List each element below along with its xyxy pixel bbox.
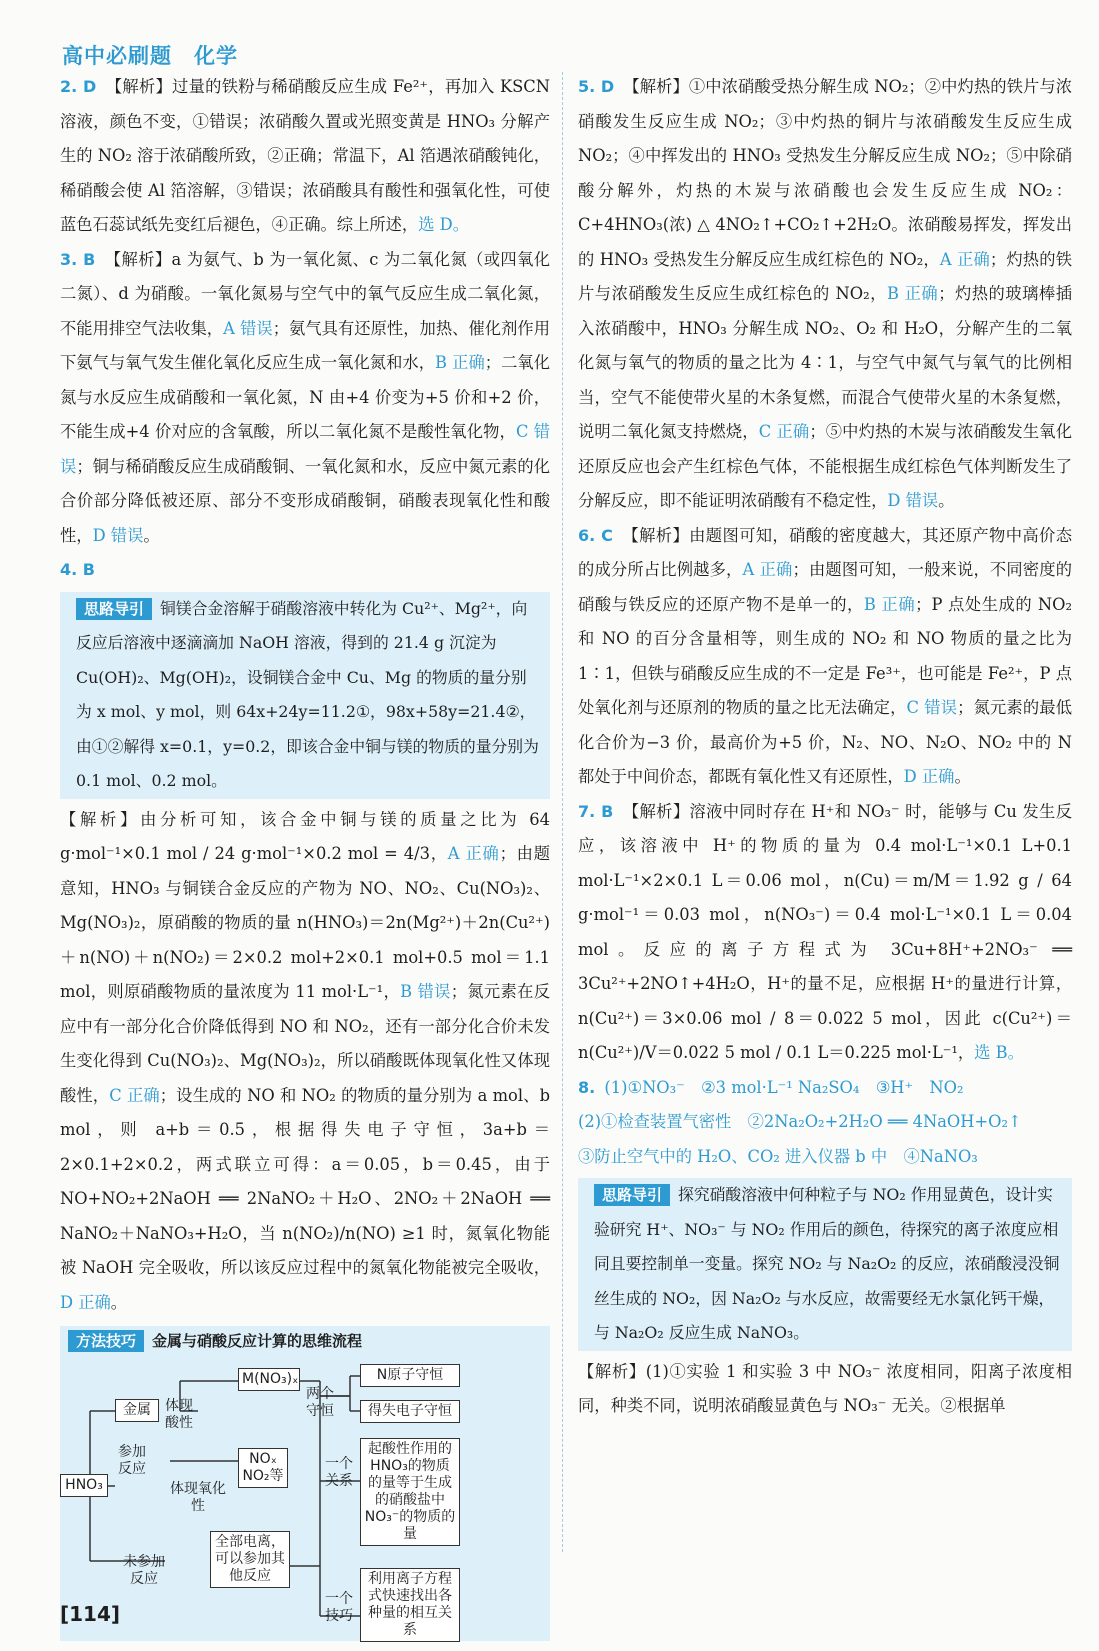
answer-text: ；灼热的铁片与浓硝酸发生反应生成红棕色的 NO₂， — [578, 249, 1072, 303]
verdict: C 正确 — [758, 422, 810, 441]
answer-text: 。 — [110, 1292, 128, 1312]
guide-box — [578, 1178, 1072, 1351]
answer-text: 。 — [938, 491, 955, 510]
question-number: 7. B — [578, 801, 614, 821]
guide-tag: 思路导引 — [594, 1184, 670, 1206]
question-number: 4. B — [60, 560, 95, 579]
answer-text: ；氮元素在反应中有一部分化合价降低得到 NO 和 NO₂，还有一部分化合价未发生变化得到 Cu(NO₃)₂、Mg(NO₃)₂，所以硝酸既体现氧化性又体现酸性， — [60, 982, 550, 1105]
analysis-q8: 【解析】(1)①实验 1 和实验 3 中 NO₃⁻ 浓度相同，阳离子浓度相同，种类不同，说明浓硝酸显黄色与 NO₃⁻ 无关。②根据单 — [578, 1361, 1072, 1415]
node-metal: 金属 — [115, 1399, 159, 1422]
verdict: D 错误 — [92, 525, 144, 545]
label-one-rel: 一个关系 — [325, 1456, 353, 1489]
question-number: 8. — [578, 1077, 596, 1097]
guide-text: 铜镁合金溶解于硝酸溶液中转化为 Cu²⁺、Mg²⁺，向反应后溶液中逐滴滴加 NaOH 溶液，得到的 21.4 g 沉淀为 Cu(OH)₂、Mg(OH)₂，设铜镁合金中 Cu、Mg 的物质的量分别为 x mol、y mol，则 64x+24y=11.2①，98x+58y=21.4②，由①②解得 x=0.1，y=0.2，即该合金中铜与镁的物质的量分别为 0.1 mol、0.2 mol。 — [76, 598, 539, 790]
question-number: 2. D — [60, 77, 97, 96]
method-title — [60, 1326, 550, 1356]
node-e-conservation: 得失电子守恒 — [360, 1400, 460, 1423]
verdict: B 错误 — [400, 982, 451, 1001]
question-number: 5. D — [578, 77, 615, 96]
analysis-q4 — [60, 803, 550, 1321]
method-title-text: 金属与硝酸反应计算的思维流程 — [152, 1332, 363, 1350]
answer-choice: 选 D。 — [418, 215, 469, 234]
page-number: [114] — [60, 1602, 121, 1626]
verdict: C 错误 — [60, 422, 550, 476]
answer-text: ；设生成的 NO 和 NO₂ 的物质的量分别为 a mol、b mol，则 a+b＝0.5，根据得失电子守恒，3a+b＝2×0.1+2×0.2，两式联立可得：a＝0.05，b＝0.45，由于 NO+NO₂+2NaOH ══ 2NaNO₂＋H₂O、2NO₂＋2NaOH ══ NaNO₂＋NaNO₃+H₂O，当 n(NO₂)/n(NO) ≥1 时，氮氧化物能被 NaOH 完全吸收，所以该反应过程中的氮氧化物能被完全吸收， — [60, 1085, 550, 1277]
answer-q3 — [60, 243, 550, 554]
answer-text: 【解析】由题图可知，硝酸的密度越大，其还原产物中高价态的成分所占比例越多， — [578, 525, 1072, 579]
answer-q6 — [578, 519, 1072, 795]
node-ion: 全部电离，可以参加其他反应 — [210, 1531, 290, 1588]
answer-q5 — [578, 70, 1072, 519]
guide-text: 探究硝酸溶液中何种粒子与 NO₂ 作用显黄色，设计实验研究 H⁺、NO₃⁻ 与 NO₂ 作用后的颜色，待探究的离子浓度应相同且要控制单一变量。探究 NO₂ 与 Na₂O₂ 的反应，浓硝酸浸没铜丝生成的 NO₂，因 Na₂O₂ 与水反应，故需要经无水氯化钙干燥，与 Na₂O₂ 反应生成 NaNO₃。 — [594, 1185, 1060, 1342]
question-number: 3. B — [60, 249, 96, 269]
answer-line: (2)①检查装置气密性 ②2Na₂O₂+2H₂O ══ 4NaOH+O₂↑ — [578, 1112, 1022, 1131]
label-two-cons: 两个守恒 — [306, 1386, 334, 1419]
guide-box — [60, 592, 550, 799]
verdict: D 正确 — [60, 1292, 111, 1312]
answer-text: ；氮元素的最低化合价为−3 价，最高价为+5 价，N₂、NO、N₂O、NO₂ 中的 N 都处于中间价态，都既有氧化性又有还原性， — [578, 698, 1072, 786]
answer-text: ；⑤中灼热的木炭与浓硝酸发生氧化还原反应也会产生红棕色气体，不能根据生成红棕色气体判断发生了分解反应，即不能证明浓硝酸有不稳定性， — [578, 422, 1072, 510]
answer-text: 【解析】a 为氨气、b 为一氧化氮、c 为二氧化氮（或四氧化二氮）、d 为硝酸。一氧化氮易与空气中的氧气反应生成二氧化氮，不能用排空气法收集， — [60, 249, 550, 338]
answer-text: ；由题意知，HNO₃ 与铜镁合金反应的产物为 NO、NO₂、Cu(NO₃)₂、Mg(NO₃)₂，原硝酸的物质的量 n(HNO₃)＝2n(Mg²⁺)＋2n(Cu²⁺)＋n(NO)＋n(NO₂)＝2×0.2 mol+2×0.1 mol+0.5 mol＝1.1 mol，则原硝酸物质的量浓度为 11 mol·L⁻¹， — [60, 844, 550, 1001]
answer-text: 【解析】①中浓硝酸受热分解生成 NO₂；②中灼热的铁片与浓硝酸发生反应生成 NO₂；③中灼热的铜片与浓硝酸发生反应生成 NO₂；④中挥发出的 HNO₃ 受热发生分解反应生成 NO₂；⑤中除硝酸分解外，灼热的木炭与浓硝酸也会发生反应生成 NO₂：C+4HNO₃(浓) △ 4NO₂↑+CO₂↑+2H₂O。浓硝酸易挥发，挥发出的 HNO₃ 受热发生分解反应生成红棕色的 NO₂， — [578, 77, 1072, 269]
flowchart — [60, 1356, 550, 1641]
answer-text: ；铜与稀硝酸反应生成硝酸铜、一氧化氮和水，反应中氮元素的化合价部分降低被还原、部分不变形成硝酸铜，硝酸表现氧化性和酸性， — [60, 456, 550, 545]
column-divider — [562, 72, 563, 1552]
page-header: 高中必刷题 化学 — [62, 44, 238, 68]
answer-text: ；P 点处生成的 NO₂ 和 NO 的百分含量相等，则生成的 NO₂ 和 NO 物质的量之比为 1∶1，但铁与硝酸反应生成的不一定是 Fe³⁺，也可能是 Fe²⁺，P 点处氧化剂与还原剂的物质的量之比无法确定， — [578, 594, 1072, 717]
answer-text: ；由题图可知，一般来说，不同密度的硝酸与铁反应的还原产物不是单一的， — [578, 560, 1072, 614]
node-acid-relation: 起酸性作用的 HNO₃的物质的量等于生成的硝酸盐中NO₃⁻的物质的量 — [360, 1438, 460, 1546]
verdict: D 正确 — [903, 767, 955, 786]
answer-text: 【解析】溶液中同时存在 H⁺和 NO₃⁻ 时，能够与 Cu 发生反应，该溶液中 H⁺的物质的量为 0.4 mol·L⁻¹×0.1 L+0.1 mol·L⁻¹×2×0.1 L＝0.06 mol，n(Cu)＝m/M＝1.92 g / 64 g·mol⁻¹＝0.03 mol，n(NO₃⁻)＝0.4 mol·L⁻¹×0.1 L＝0.04 mol。反应的离子方程式为 3Cu+8H⁺+2NO₃⁻ ══ 3Cu²⁺+2NO↑+4H₂O，H⁺的量不足，应根据 H⁺的量进行计算，n(Cu²⁺)＝3×0.06 mol / 8＝0.022 5 mol，因此 c(Cu²⁺)＝n(Cu²⁺)/V＝0.022 5 mol / 0.1 L＝0.225 mol·L⁻¹， — [578, 801, 1072, 1062]
answer-text: 。 — [143, 525, 160, 545]
node-ion-equation: 利用离子方程式快速找出各种量的相互关系 — [360, 1568, 460, 1642]
verdict: A 正确 — [939, 249, 990, 269]
answer-text: 。 — [954, 767, 971, 786]
node-n-conservation: N原子守恒 — [360, 1364, 460, 1387]
label-show-acid: 体现酸性 — [165, 1398, 193, 1431]
answer-q4 — [60, 553, 550, 588]
answer-text: ；氨气具有还原性，加热、催化剂作用下氨气与氧气发生催化氧化反应生成一氧化氮和水， — [60, 318, 550, 372]
method-tag: 方法技巧 — [68, 1330, 144, 1352]
left-column — [60, 70, 550, 1641]
label-join: 参加反应 — [118, 1444, 146, 1477]
verdict: A 正确 — [742, 560, 793, 579]
label-not-join: 未参加反应 — [123, 1554, 165, 1587]
node-mno3: M(NO₃)ₓ — [238, 1368, 300, 1391]
label-one-skill: 一个技巧 — [325, 1591, 353, 1624]
answer-line: ③防止空气中的 H₂O、CO₂ 进入仪器 b 中 ④NaNO₃ — [578, 1146, 978, 1166]
verdict: B 正确 — [435, 353, 485, 372]
verdict: B 正确 — [886, 284, 939, 303]
label-show-ox: 体现氧化性 — [170, 1481, 226, 1514]
verdict: C 错误 — [906, 698, 958, 717]
verdict: D 错误 — [887, 491, 939, 510]
answer-choice: 选 B。 — [974, 1043, 1024, 1062]
verdict: A 正确 — [447, 844, 500, 863]
answer-text: ；二氧化氮与水反应生成硝酸和一氧化氮，N 由+4 价变为+5 价和+2 价，不能生成+4 价对应的含氧酸，所以二氧化氮不是酸性氧化物， — [60, 353, 550, 441]
answer-text: 【解析】过量的铁粉与稀硝酸反应生成 Fe²⁺，再加入 KSCN 溶液，颜色不变，①错误；浓硝酸久置或光照变黄是 HNO₃ 分解产生的 NO₂ 溶于浓硝酸所致，②正确；常温下，Al 箔遇浓硝酸钝化，稀硝酸会使 Al 箔溶解，③错误；浓硝酸具有酸性和强氧化性，可使蓝色石蕊试纸先变红后褪色，④正确。综上所述， — [60, 77, 550, 234]
answer-text: ；灼热的玻璃棒插入浓硝酸中，HNO₃ 分解生成 NO₂、O₂ 和 H₂O，分解产生的二氧化氮与氧气的物质的量之比为 4∶1，与空气中氮气与氧气的比例相当，空气不能使带火星的木条复燃，而混合气使带火星的木条复燃，说明二氧化氮支持燃烧， — [578, 284, 1072, 441]
answer-q2 — [60, 70, 550, 243]
verdict: A 错误 — [223, 318, 273, 338]
right-column — [578, 70, 1072, 1424]
node-nox: NOₓ NO₂等 — [238, 1448, 288, 1488]
node-hno3: HNO₃ — [60, 1474, 108, 1497]
question-number: 6. C — [578, 525, 613, 545]
answer-line: (1)①NO₃⁻ ②3 mol·L⁻¹ Na₂SO₄ ③H⁺ NO₂ — [604, 1077, 964, 1097]
guide-tag: 思路导引 — [76, 598, 152, 620]
answer-text: 【解析】由分析可知，该合金中铜与镁的质量之比为 64 g·mol⁻¹×0.1 mol / 24 g·mol⁻¹×0.2 mol = 4/3， — [60, 809, 550, 863]
answer-q8 — [578, 1071, 1072, 1106]
verdict: C 正确 — [109, 1085, 160, 1105]
verdict: B 正确 — [863, 594, 916, 614]
answer-q7 — [578, 795, 1072, 1071]
